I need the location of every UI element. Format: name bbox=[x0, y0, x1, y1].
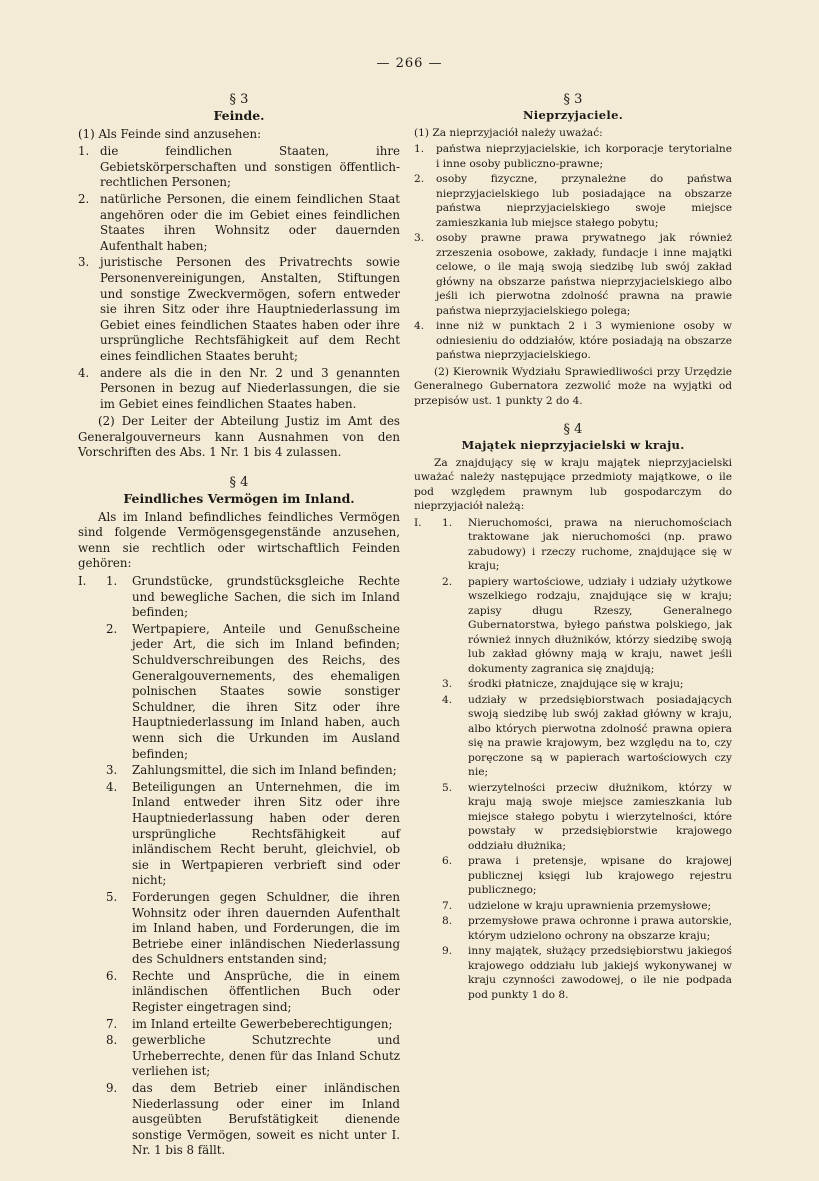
item-text: Beteiligungen an Unternehmen, die im Inland entweder ihren Sitz oder ihre Hauptniederlassung haben oder deren ursprüngliche Rechtsfähigkeit auf inländischem Recht beruht, gleichviel, ob sie in Wertpapieren verbrieft sind oder nicht; bbox=[132, 779, 400, 888]
item-number: 2. bbox=[442, 575, 453, 588]
list-item bbox=[414, 899, 732, 914]
item-number: 4. bbox=[106, 779, 118, 794]
section-4-list-de bbox=[78, 574, 400, 1159]
item-text: Zahlungsmittel, die sich im Inland befinden; bbox=[132, 763, 397, 778]
item-text: Wertpapiere, Anteile und Genußscheine jeder Art, die sich im Inland befinden; Schuldverschreibungen des Reichs, des Generalgouvernements, des ehemaligen polnischen Staates sowie sonstiger Schuldner, die ihren Sitz oder ihre Hauptniederlassung im Inland haben, auch wenn sich die Urkunden im Ausland befinden; bbox=[132, 621, 400, 761]
list-item bbox=[78, 255, 400, 364]
list-item bbox=[78, 144, 400, 191]
section-4-title-de: Feindliches Vermögen im Inland. bbox=[123, 491, 355, 507]
list-item bbox=[414, 914, 732, 943]
item-number: 9. bbox=[442, 945, 453, 957]
item-number: 7. bbox=[442, 899, 453, 912]
item-text: natürliche Personen, die einem feindlichen Staat angehören oder die im Gebiet eines feindlichen Staates ihren Wohnsitz oder dauernden Aufenthalt haben; bbox=[100, 191, 400, 253]
list-item bbox=[78, 1081, 400, 1159]
item-number: 8. bbox=[442, 915, 453, 927]
section-4-intro-pl: Za znajdujący się w kraju majątek nieprzyjacielski uważać należy następujące przedmioty majątkowe, o ile pod względem prawnym lub gospodarczym do nieprzyjaciół należą: bbox=[414, 456, 732, 512]
polish-column bbox=[414, 92, 732, 1004]
item-text: państwa nieprzyjacielskie, ich korporacje terytorialne i inne osoby publiczno-prawne; bbox=[436, 143, 732, 170]
list-item bbox=[414, 172, 732, 230]
item-text: środki płatnicze, znajdujące się w kraju; bbox=[468, 678, 684, 690]
german-column bbox=[78, 92, 400, 1161]
item-number: 8. bbox=[106, 1033, 118, 1048]
list-item bbox=[414, 677, 732, 692]
item-number: 3. bbox=[106, 763, 118, 778]
list-item bbox=[414, 944, 732, 1002]
list-item bbox=[414, 693, 732, 780]
item-text: gewerbliche Schutzrechte und Urheberrechte, denen für das Inland Schutz verliehen ist; bbox=[132, 1033, 400, 1079]
item-text: przemysłowe prawa ochronne i prawa autorskie, którym udzielono ochrony na obszarze kraju; bbox=[468, 915, 732, 942]
item-number: 1. bbox=[106, 574, 118, 589]
item-number: 5. bbox=[106, 889, 118, 904]
list-item bbox=[414, 319, 732, 363]
item-text: udzielone w kraju uprawnienia przemysłowe; bbox=[468, 899, 712, 912]
section-3-para-2-de: (2) Der Leiter der Abteilung Justiz im Amt des Generalgouverneurs kann Ausnahmen von den Vorschriften des Abs. 1 Nr. 1 bis 4 zulassen. bbox=[78, 414, 400, 460]
list-item bbox=[414, 854, 732, 898]
item-text: wierzytelności przeciw dłużnikom, którzy w kraju mają swoje miejsce zamieszkania lub miejsce stałego pobytu i wierzytelności, które powstały w przedsiębiorstwie krajowego oddziału dłużnika; bbox=[468, 781, 732, 852]
item-text: prawa i pretensje, wpisane do krajowej publicznej księgi lub krajowego rejestru publicznego; bbox=[468, 855, 732, 896]
section-3-para-1-intro-de: (1) Als Feinde sind anzusehen: bbox=[78, 126, 262, 141]
item-text: die feindlichen Staaten, ihre Gebietskörperschaften und sonstigen öffentlich-rechtlichen Personen; bbox=[100, 144, 400, 190]
item-number: 1. bbox=[78, 144, 90, 159]
item-number: 3. bbox=[442, 678, 453, 690]
list-item bbox=[78, 574, 400, 621]
item-text: im Inland erteilte Gewerbeberechtigungen; bbox=[132, 1016, 393, 1031]
section-3-para-2-pl: (2) Kierownik Wydziału Sprawiedliwości przy Urzędzie Generalnego Gubernatora zezwolić może na wyjątki od przepisów ust. 1 punkty 2 do 4. bbox=[414, 365, 732, 407]
list-item bbox=[78, 192, 400, 254]
item-text: juristische Personen des Privatrechts sowie Personenvereinigungen, Anstalten, Stiftungen und sonstige Zweckvermögen, sofern entweder sie ihren Sitz oder ihre Hauptniederlassung im Gebiet eines feindlichen Staates haben oder ihre ursprüngliche Rechtsfähigkeit auf dem Recht eines feindlichen Staates beruht; bbox=[100, 255, 400, 363]
item-text: udziały w przedsiębiorstwach posiadających swoją siedzibę lub swój zakład główny w kraju, albo których pierwotna zdolność prawna opiera się na prawie krajowym, bez względu na to, czy poręczone są w papierach wartościowych czy nie; bbox=[468, 693, 732, 778]
list-item bbox=[78, 1017, 400, 1033]
section-3-heading-pl: § 3 bbox=[563, 92, 583, 107]
list-item bbox=[414, 575, 732, 677]
item-number: 9. bbox=[106, 1081, 118, 1096]
section-3-title-pl: Nieprzyjaciele. bbox=[523, 108, 623, 122]
list-item bbox=[414, 516, 732, 574]
item-text: Forderungen gegen Schuldner, die ihren Wohnsitz oder ihren dauernden Aufenthalt im Inland haben, und Forderungen, die im Betriebe einer inländischen Niederlassung des Schuldners entstanden sind; bbox=[132, 889, 400, 967]
item-number: 5. bbox=[442, 781, 453, 794]
item-number: 4. bbox=[78, 365, 90, 380]
list-item bbox=[78, 1033, 400, 1080]
item-number: 4. bbox=[414, 320, 425, 332]
item-number: 7. bbox=[106, 1016, 118, 1031]
section-4-list-pl bbox=[414, 516, 732, 1003]
item-text: inny majątek, służący przedsiębiorstwu jakiegoś krajowego oddziału lub jakiejś wykonywanej w kraju czynności zawodowej, o ile nie podpada pod punkty 1 do 8. bbox=[468, 945, 732, 1001]
list-item bbox=[78, 969, 400, 1016]
section-4-title-pl: Majątek nieprzyjacielski w kraju. bbox=[461, 438, 685, 452]
section-3-list-de bbox=[78, 144, 400, 412]
item-text: Nieruchomości, prawa na nieruchomościach traktowane jak nieruchomości (np. prawo zabudowy) i rzeczy ruchome, znajdujące się w kraju; bbox=[468, 516, 732, 572]
list-item bbox=[78, 780, 400, 889]
item-number: 3. bbox=[414, 232, 425, 244]
item-text: das dem Betrieb einer inländischen Niederlassung oder einer im Inland ausgeübten Berufstätigkeit dienende sonstige Vermögen, soweit es nicht unter I. Nr. 1 bis 8 fällt. bbox=[132, 1081, 400, 1158]
item-text: Rechte und Ansprüche, die in einem inländischen öffentlichen Buch oder Register eingetragen sind; bbox=[132, 968, 400, 1015]
list-item bbox=[78, 890, 400, 968]
item-number: 3. bbox=[78, 255, 90, 270]
section-4-heading-de: § 4 bbox=[229, 475, 249, 491]
item-text: papiery wartościowe, udziały i udziały użytkowe wszelkiego rodzaju, znajdujące się w kraju; zapisy długu Rzeszy, Generalnego Gubernatorstwa, byłego państwa polskiego, jak również innych dłużników, którzy siedzibę swoją lub zakład główny mają w kraju, nawet jeśli dokumenty zagranica się znajdują; bbox=[468, 575, 732, 675]
list-item bbox=[78, 622, 400, 762]
item-text: inne niż w punktach 2 i 3 wymienione osoby w odniesieniu do oddziałów, które posiadają na obszarze państwa nieprzyjacielskiego. bbox=[436, 320, 732, 361]
item-text: osoby fizyczne, przynależne do państwa nieprzyjacielskiego lub posiadające na obszarze państwa nieprzyjacielskiego swoje miejsce zamieszkania lub miejsce stałego pobytu; bbox=[436, 173, 732, 229]
section-3-title-de: Feinde. bbox=[213, 108, 265, 123]
item-number: 4. bbox=[442, 693, 453, 706]
item-text: andere als die in den Nr. 2 und 3 genannten Personen in bezug auf Niederlassungen, die sie im Gebiet eines feindlichen Staates haben. bbox=[100, 365, 400, 411]
list-item bbox=[414, 142, 732, 171]
list-item bbox=[78, 366, 400, 413]
section-3-list-pl bbox=[414, 142, 732, 363]
section-3-para-1-intro-pl: (1) Za nieprzyjaciół należy uważać: bbox=[414, 126, 603, 139]
item-number: 2. bbox=[106, 621, 118, 636]
list-item bbox=[414, 781, 732, 854]
item-number: 2. bbox=[414, 173, 425, 185]
page-number: — 266 — bbox=[376, 56, 443, 71]
roman-numeral: I. bbox=[414, 516, 422, 529]
section-4-heading-pl: § 4 bbox=[563, 422, 583, 437]
list-item bbox=[414, 231, 732, 318]
item-number: 1. bbox=[442, 516, 453, 529]
item-number: 1. bbox=[414, 143, 425, 155]
item-number: 6. bbox=[106, 968, 118, 983]
list-item bbox=[78, 763, 400, 779]
item-number: 2. bbox=[78, 191, 90, 206]
item-number: 6. bbox=[442, 855, 453, 867]
section-4-intro-de: Als im Inland befindliches feindliches Vermögen sind folgende Vermögensgegenstände anzusehen, wenn sie rechtlich oder wirtschaftlich Feinden gehören: bbox=[78, 509, 400, 571]
roman-numeral: I. bbox=[78, 574, 87, 589]
item-text: Grundstücke, grundstücksgleiche Rechte und bewegliche Sachen, die sich im Inland befinden; bbox=[132, 574, 400, 620]
section-3-heading-de: § 3 bbox=[229, 92, 249, 107]
item-text: osoby prawne prawa prywatnego jak również zrzeszenia osobowe, zakłady, fundacje i inne majątki celowe, o ile mają swoją siedzibę lub swój zakład główny na obszarze państwa nieprzyjacielskiego albo jeśli ich pierwotna zdolność prawna na prawie państwa nieprzyjacielskiego polega; bbox=[436, 232, 732, 317]
